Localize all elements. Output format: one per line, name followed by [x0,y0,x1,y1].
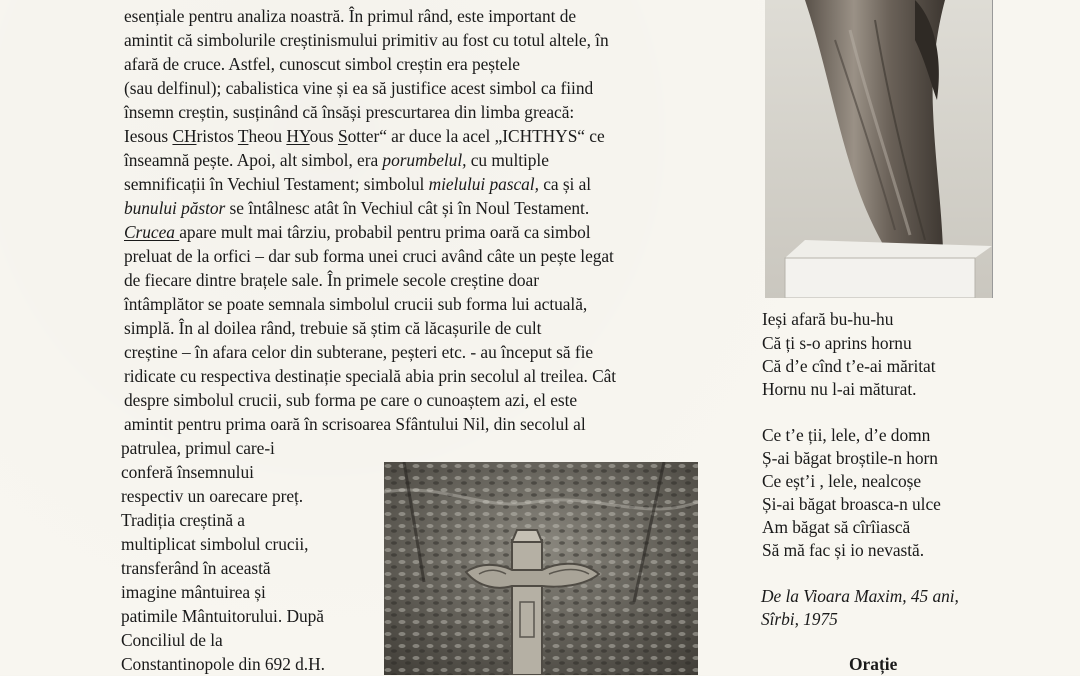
article-line: creștine – în afara celor din subterane, peșteri etc. - au început să fie [124,342,594,362]
article-line: ridicate cu respectiva destinație specială abia prin secolul al treilea. Cât [124,366,617,386]
article-line: Conciliul de la [121,630,223,650]
poem-line: Hornu nu l-ai măturat. [762,379,917,399]
article-line: transferând în această [121,558,271,578]
article-line: Crucea apare mult mai târziu, probabil pentru prima oară ca simbol [124,222,591,242]
section-heading: Orație [849,654,898,674]
article-line: preluat de la orfici – dar sub forma unei cruci având câte un pește legat [124,246,614,266]
poem-line: Ieși afară bu-hu-hu [762,309,894,329]
article-line: afară de cruce. Astfel, cunoscut simbol creștin era peștele [124,54,520,74]
article-line: de fiecare dintre brațele sale. În primele secole creștine doar [124,270,539,290]
article-line: amintit pentru prima oară în scrisoarea Sfântului Nil, din secolul al [124,414,586,434]
article-line: însemn creștin, susținând că însăși prescurtarea din limba greacă: [124,102,575,122]
article-line: imagine mântuirea și [121,582,266,602]
article-line: întâmplător se poate semnala simbolul crucii sub forma lui actuală, [124,294,588,314]
article-line: despre simbolul crucii, sub forma pe care o cunoaștem azi, el este [124,390,578,410]
article-line: semnificații în Vechiul Testament; simbolul mielului pascal, ca și al [124,174,592,194]
article-line: Tradiția creștină a [121,510,245,530]
article-line-greek: Iesous CHristos Theou HYous Sotter“ ar duce la acel „ICHTHYS“ ce [124,126,605,146]
article-line: amintit că simbolurile creștinismului primitiv au fost cu totul altele, în [124,30,609,50]
article-line: conferă însemnului [121,462,254,482]
poem-line: Să mă fac și io nevastă. [762,540,925,560]
wooden-cross-photo [384,462,698,675]
article-line: înseamnă pește. Apoi, alt simbol, era porumbelul, cu multiple [124,150,549,170]
poem-line: Ce t’e ții, lele, d’e domn [762,425,931,445]
credit-line: De la Vioara Maxim, 45 ani, [761,586,959,606]
sculpture-photo [765,0,993,298]
article-line: Constantinopole din 692 d.H. [121,654,325,674]
credit-line: Sîrbi, 1975 [761,609,838,629]
article-line: patimile Mântuitorului. După [121,606,324,626]
sculpture-image [765,0,992,298]
article-line: patrulea, primul care-i [121,438,275,458]
article-line: (sau delfinul); cabalistica vine și ea să justifice acest simbol ca fiind [124,78,594,98]
poem-line: Ș-ai băgat broștile-n horn [762,448,938,468]
poem-line: Ce eșt’i , lele, nealcoșe [762,471,922,491]
article-line: multiplicat simbolul crucii, [121,534,309,554]
poem-line: Că d’e cînd t’e-ai măritat [762,356,936,376]
poem-line: Și-ai băgat broasca-n ulce [762,494,941,514]
poem-line: Că ți s-o aprins hornu [762,333,912,353]
poem-line: Am băgat să cîrîiască [762,517,911,537]
article-line: respectiv un oarecare preț. [121,486,304,506]
article-line: bunului păstor se întâlnesc atât în Vechiul cât și în Noul Testament. [124,198,590,218]
article-line: simplă. În al doilea rând, trebuie să știm că lăcașurile de cult [124,318,542,338]
article-line: esențiale pentru analiza noastră. În primul rând, este important de [124,6,577,26]
cross-image [384,462,698,675]
